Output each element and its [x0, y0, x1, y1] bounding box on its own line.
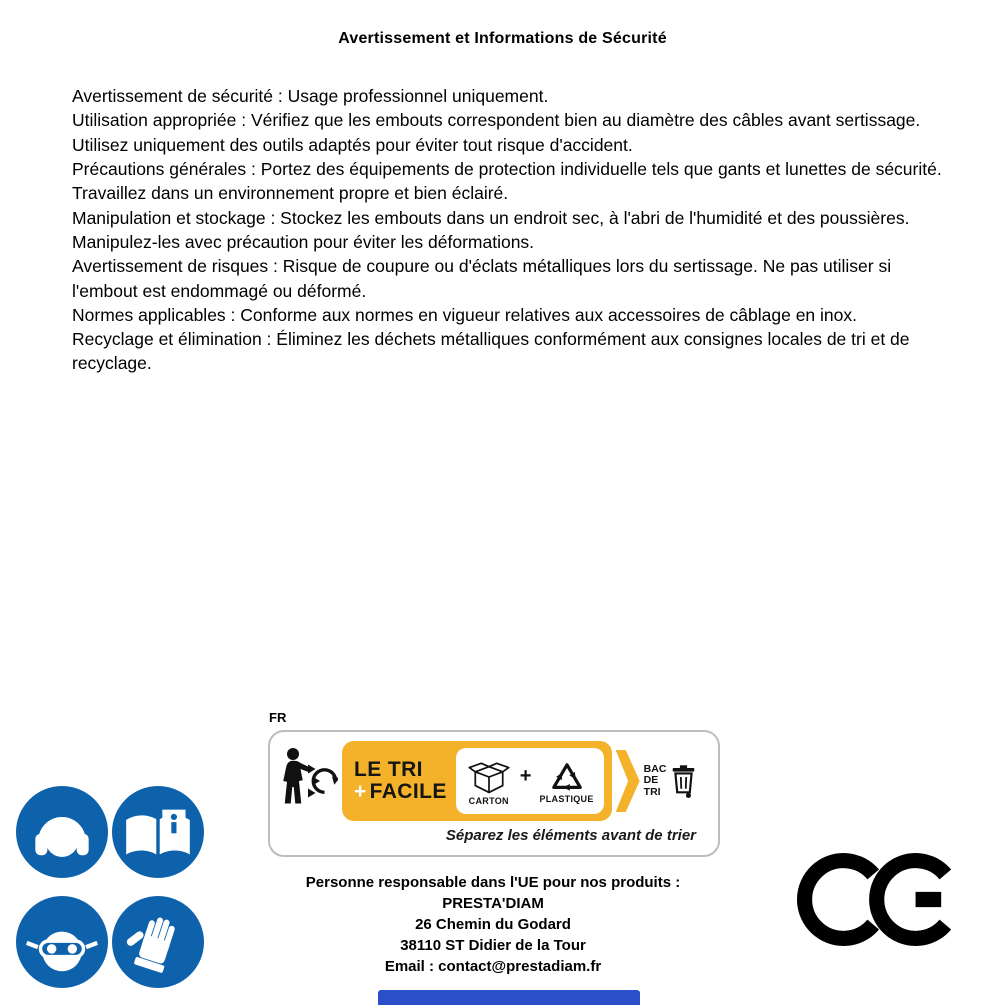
material-plastique — [539, 761, 593, 804]
triman-logo-icon — [278, 745, 338, 817]
le-tri-facile-banner — [342, 741, 612, 821]
paragraph-risk-warning: Avertissement de risques : Risque de coupure ou d'éclats métalliques lors du sertissage. Ne pas utiliser si l'embout est endommagé ou déformé. — [72, 256, 892, 301]
triman-tagline: Séparez les éléments avant de trier — [445, 827, 696, 844]
wear-ear-protection-sign — [16, 786, 108, 878]
sorting-bin-icon — [670, 764, 697, 799]
yellow-chevron-icon — [616, 750, 640, 812]
plus-separator: + — [519, 764, 532, 787]
safety-text-block — [72, 84, 948, 376]
bac-de-tri-block — [644, 764, 698, 799]
safety-goggles-icon — [19, 899, 105, 985]
triman-recycling-label — [268, 730, 720, 857]
triman-row — [278, 738, 708, 824]
country-code-label: FR — [269, 710, 287, 725]
bac-de-tri-label: BAC DE TRI — [643, 763, 667, 798]
mandatory-safety-signs — [16, 786, 204, 988]
protective-glove-icon — [115, 899, 201, 985]
ce-marking-icon — [796, 852, 963, 947]
le-tri-facile-title — [354, 759, 447, 803]
paragraph-handling-storage: Manipulation et stockage : Stockez les embouts dans un endroit sec, à l'abri de l'humidité et des poussières. Manipulez-les avec précaution pour éviter les déformations. — [72, 207, 910, 252]
cardboard-box-icon — [466, 759, 512, 795]
title-line-1: LE TRI — [354, 757, 423, 781]
ear-protection-icon — [19, 789, 105, 875]
responsible-heading: Personne responsable dans l'UE pour nos produits : — [305, 874, 681, 891]
email-line: Email : contact@prestadiam.fr — [384, 958, 602, 975]
address-line-1: 26 Chemin du Godard — [415, 916, 571, 933]
material-carton — [466, 759, 512, 806]
company-name: PRESTA'DIAM — [442, 895, 544, 912]
responsible-person-block — [258, 872, 728, 977]
paragraph-recycling: Recyclage et élimination : Éliminez les déchets métalliques conformément aux consignes locales de tri et de recyclage. — [72, 329, 910, 374]
partial-blue-banner — [378, 990, 640, 1005]
paragraph-appropriate-use: Utilisation appropriée : Vérifiez que les embouts correspondent bien au diamètre des câbles avant sertissage. Utilisez uniquement des outils adaptés pour éviter tout risque d'accident. — [72, 110, 921, 155]
carton-label: CARTON — [468, 795, 509, 806]
title-line-2: + FACILE — [354, 780, 447, 803]
address-line-2: 38110 ST Didier de la Tour — [400, 937, 586, 954]
recycling-triangle-icon — [548, 761, 586, 793]
paragraph-safety-warning: Avertissement de sécurité : Usage professionnel uniquement. — [72, 86, 549, 106]
wear-eye-protection-sign — [16, 896, 108, 988]
instruction-manual-icon — [115, 789, 201, 875]
page-title: Avertissement et Informations de Sécurité — [338, 30, 667, 47]
paragraph-general-precautions: Précautions générales : Portez des équipements de protection individuelle tels que gants et lunettes de sécurité. Travaillez dans un environnement propre et bien éclairé. — [72, 158, 942, 204]
wear-protective-gloves-sign — [112, 896, 204, 988]
paragraph-applicable-standards: Normes applicables : Conforme aux normes en vigueur relatives aux accessoires de câblage en inox. — [72, 304, 857, 325]
materials-panel — [456, 748, 604, 814]
read-instruction-manual-sign — [112, 786, 204, 878]
plastique-label: PLASTIQUE — [539, 793, 594, 804]
plus-glyph: + — [354, 780, 367, 803]
